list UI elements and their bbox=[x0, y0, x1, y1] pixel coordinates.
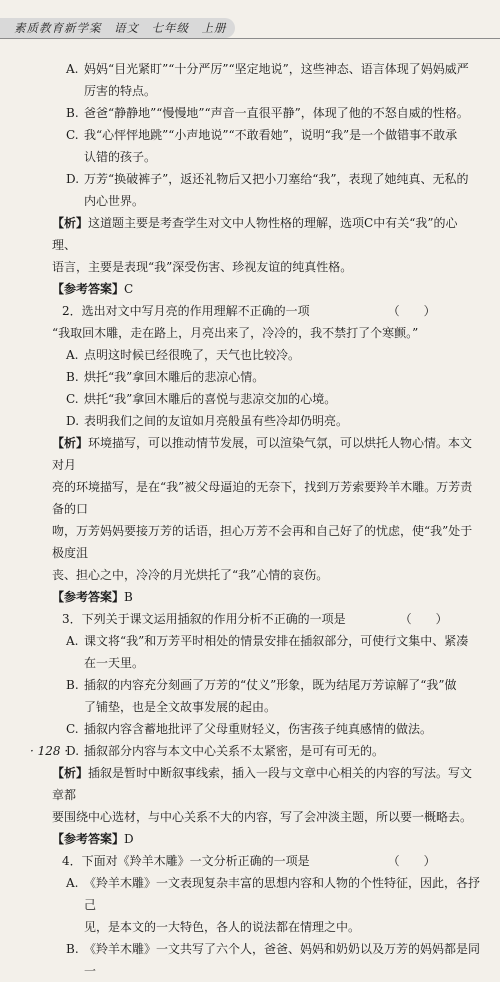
q2-option-d: D. 表明我们之间的友谊如月亮般虽有些冷却仍明亮。 bbox=[66, 414, 349, 428]
question-3-stem: 3．下列关于课文运用插叙的作用分析不正确的一项是 （ ） bbox=[62, 612, 448, 626]
block1-analysis: 【析】这道题主要是考查学生对文中人物性格的理解，选项C中有关“我”的心理、 语言，主要是表现“我”深受伤害、珍视友谊的纯真性格。 bbox=[52, 216, 458, 274]
option-d: D. 万芳“换破裤子”，返还礼物后又把小刀塞给“我”，表现了她纯真、无私的 内心世界。 bbox=[66, 172, 469, 208]
q3-analysis: 【析】插叙是暂时中断叙事线索，插入一段与文章中心相关的内容的写法。写文章都 要围绕中心选材，与中心关系不大的内容，写了会冲淡主题，所以要一概略去。 bbox=[52, 766, 473, 824]
page-body bbox=[52, 58, 480, 982]
q2-option-c: C. 烘托“我”拿回木雕后的喜悦与悲凉交加的心境。 bbox=[66, 392, 337, 406]
question-2-quote: “我取回木雕，走在路上，月亮出来了，冷冷的，我不禁打了个寒颤。” bbox=[52, 326, 419, 340]
header-tab bbox=[0, 18, 235, 38]
q2-analysis: 【析】环境描写，可以推动情节发展，可以渲染气氛，可以烘托人物心情。本文对月 亮的环境描写，是在“我”被父母逼迫的无奈下，找到万芳索要羚羊木雕。万芳责备的口 吻，万芳妈妈要接万芳的话语，担心万芳不会再和自己好了的忧虑，使“我”处于极度沮 丧、担心之中，冷冷的月光烘托了“我”心情的哀伤。 bbox=[52, 436, 473, 582]
question-2-stem: 2．选出对文中写月亮的作用理解不正确的一项 （ ） bbox=[62, 304, 436, 318]
header-title: 素质教育新学案 语文 七年级 上册 bbox=[14, 21, 227, 35]
option-c: C. 我“心怦怦地跳”“小声地说”“不敢看她”，说明“我”是一个做错事不敢承 认错的孩子。 bbox=[66, 128, 458, 164]
q2-option-a: A. 点明这时候已经很晚了，天气也比较冷。 bbox=[66, 348, 301, 362]
block1-answer: 【参考答案】C bbox=[52, 282, 134, 296]
q3-option-c: C. 插叙内容含蓄地批评了父母重财轻义，伤害孩子纯真感情的做法。 bbox=[66, 722, 433, 736]
q4-option-a: A. 《羚羊木雕》一文表现复杂丰富的思想内容和人物的个性特征，因此，各抒己 见，是本文的一大特色，各人的说法都在情理之中。 bbox=[66, 876, 481, 934]
q2-option-b: B. 烘托“我”拿回木雕后的悲凉心情。 bbox=[66, 370, 265, 384]
block1-options bbox=[52, 58, 480, 212]
q3-option-a: A. 课文将“我”和万芳平时相处的情景安排在插叙部分，可使行文集中、紧凑 在一天里。 bbox=[66, 634, 469, 670]
q3-option-d: D. 插叙部分内容与本文中心关系不太紧密，是可有可无的。 bbox=[66, 744, 385, 758]
q4-option-b: B. 《羚羊木雕》一文共写了六个人，爸爸、妈妈和奶奶以及万芳的妈妈都是同一 bbox=[66, 942, 481, 978]
page-header bbox=[0, 0, 500, 52]
q2-answer: 【参考答案】B bbox=[52, 590, 133, 604]
q3-answer: 【参考答案】D bbox=[52, 832, 134, 846]
q3-option-b: B. 插叙的内容充分刻画了万芳的“仗义”形象，既为结尾万芳谅解了“我”做 了铺垫，也是全文故事发展的起由。 bbox=[66, 678, 457, 714]
analysis-tag: 【析】 bbox=[52, 216, 89, 230]
option-a: A. 妈妈“目光紧盯”“十分严厉”“坚定地说”，这些神态、语言体现了妈妈威严 厉害的特点。 bbox=[66, 62, 469, 98]
header-divider bbox=[0, 38, 500, 39]
page-number: · 128 · bbox=[30, 744, 69, 758]
option-b: B. 爸爸“静静地”“慢慢地”“声音一直很平静”，体现了他的不怒自威的性格。 bbox=[66, 106, 469, 120]
question-4-stem: 4．下面对《羚羊木雕》一文分析正确的一项是 （ ） bbox=[62, 854, 436, 868]
